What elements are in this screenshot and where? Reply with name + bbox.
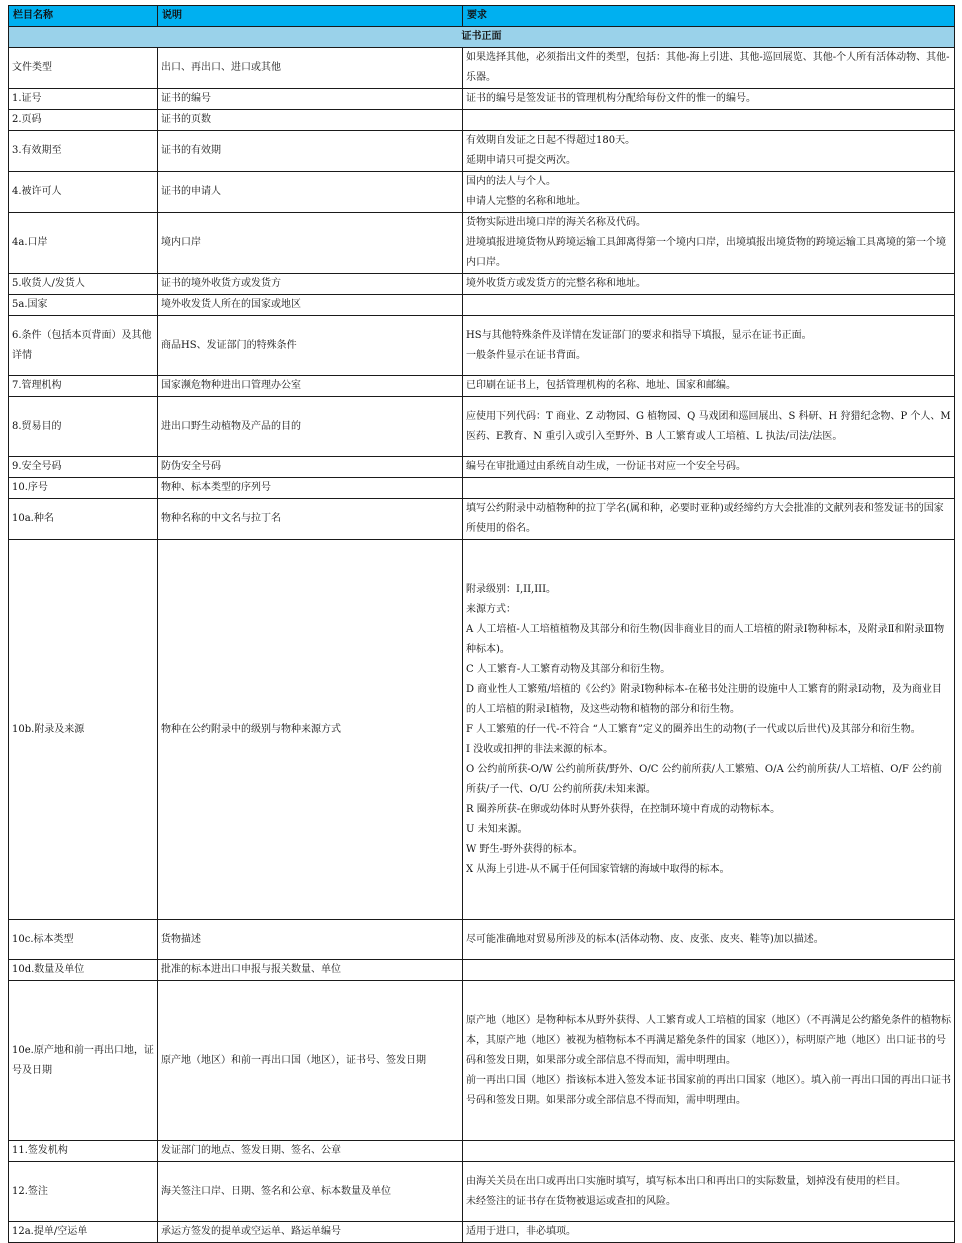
requirement-line: 证书的编号是签发证书的管理机构分配给每份文件的惟一的编号。 [466,93,756,104]
requirement-line: 由海关关员在出口或再出口实施时填写，填写标本出口和再出口的实际数量，划掉没有使用的栏目。 [466,1175,906,1187]
field-name-cell: 3.有效期至 [9,131,158,172]
field-requirement-cell [463,981,955,1141]
table-row [9,397,955,457]
field-name-cell: 5.收货人/发货人 [9,274,158,295]
field-name-cell: 9.安全号码 [9,457,158,478]
field-description-cell: 海关签注口岸、日期、签名和公章、标本数量及单位 [158,1162,463,1222]
field-description-cell: 国家濒危物种进出口管理办公室 [158,376,463,397]
field-description-cell: 进出口野生动植物及产品的目的 [158,397,463,457]
requirement-line: 来源方式： [466,603,516,615]
field-description-cell: 证书的申请人 [158,172,463,213]
requirement-line: 编号在审批通过由系统自动生成，一份证书对应一个安全号码。 [466,461,746,472]
field-name-cell: 10a.种名 [9,499,158,540]
field-description-cell: 批准的标本进出口申报与报关数量、单位 [158,960,463,981]
certificate-field-table [8,5,955,1243]
table-row [9,1141,955,1162]
field-description-cell: 发证部门的地点、签发日期、签名、公章 [158,1141,463,1162]
table-row [9,981,955,1141]
field-requirement-cell [463,376,955,397]
field-description-cell: 承运方签发的提单或空运单、路运单编号 [158,1222,463,1243]
field-requirement-cell [463,1222,955,1243]
table-row [9,295,955,316]
field-description-cell: 货物描述 [158,920,463,960]
requirement-line: W 野生-野外获得的标本。 [466,843,583,855]
field-description-cell: 出口、再出口、进口或其他 [158,48,463,89]
requirement-line: A 人工培植-人工培植植物及其部分和衍生物(因非商业目的而人工培植的附录Ⅰ物种标本，及附录Ⅱ和附录Ⅲ物种标本)。 [466,623,945,655]
field-name-cell: 10e.原产地和前一再出口地，证号及日期 [9,981,158,1141]
field-name-cell: 4a.口岸 [9,213,158,274]
requirement-line: 附录级别：I,II,III。 [466,583,557,595]
field-description-cell: 物种在公约附录中的级别与物种来源方式 [158,540,463,920]
field-description-cell: 防伪安全号码 [158,457,463,478]
section-row [9,27,955,48]
field-requirement-cell [463,397,955,457]
requirement-line: 适用于进口，非必填项。 [466,1226,576,1237]
field-name-cell: 10.序号 [9,478,158,499]
field-description-cell: 境内口岸 [158,213,463,274]
table-row [9,131,955,172]
header-field-name: 栏目名称 [9,6,158,27]
requirement-line: F 人工繁殖的仔一代-不符合 “人工繁育”定义的圈养出生的动物(子一代或以后世代)及其部分和衍生物。 [466,723,921,735]
table-row [9,316,955,376]
table-row [9,213,955,274]
requirement-line: 延期申请只可提交两次。 [466,155,576,166]
requirement-line: 有效期自发证之日起不得超过180天。 [466,135,636,146]
requirement-line: 尽可能准确地对贸易所涉及的标本(活体动物、皮、皮张、皮夹、鞋等)加以描述。 [466,933,824,945]
header-row [9,6,955,27]
field-requirement-cell [463,1162,955,1222]
field-description-cell: 证书的页数 [158,110,463,131]
table-row [9,960,955,981]
requirement-line: 国内的法人与个人。 [466,176,556,187]
table-row [9,457,955,478]
field-description-cell: 证书的境外收货方或发货方 [158,274,463,295]
field-requirement-cell [463,316,955,376]
field-name-cell: 11.签发机构 [9,1141,158,1162]
field-description-cell: 物种名称的中文名与拉丁名 [158,499,463,540]
field-name-cell: 6.条件（包括本页背面）及其他详情 [9,316,158,376]
requirement-line: 原产地（地区）是物种标本从野外获得、人工繁育或人工培植的国家（地区）（不再满足公约豁免条件的植物标本，其原产地（地区）被视为植物标本不再满足豁免条件的国家（地区）），标明原产地（地区）出口证书的号码和签发日期，如果部分或全部信息不得而知，需申明理由。 [466,1014,951,1066]
requirement-line: 已印刷在证书上，包括管理机构的名称、地址、国家和邮编。 [466,380,736,391]
requirement-line: 前一再出口国（地区）指该标本进入签发本证书国家前的再出口国家（地区）。填入前一再出口国的再出口证书号码和签发日期。如果部分或全部信息不得而知，需申明理由。 [466,1074,951,1106]
field-description-cell: 原产地（地区）和前一再出口国（地区），证书号、签发日期 [158,981,463,1141]
field-requirement-cell [463,478,955,499]
field-requirement-cell [463,960,955,981]
field-name-cell: 7.管理机构 [9,376,158,397]
table-row [9,1162,955,1222]
requirement-line: 应使用下列代码：T 商业、Z 动物园、G 植物园、Q 马戏团和巡回展出、S 科研、H 狩猎纪念物、P 个人、M 医药、E教育、N 重引入或引入至野外、B 人工繁育或人工培植、L 执法/司法/法医。 [466,410,951,442]
field-name-cell: 12.签注 [9,1162,158,1222]
field-description-cell: 商品HS、发证部门的特殊条件 [158,316,463,376]
table-row [9,499,955,540]
table-row [9,920,955,960]
field-requirement-cell [463,499,955,540]
requirement-line: 申请人完整的名称和地址。 [466,196,586,207]
field-name-cell: 10c.标本类型 [9,920,158,960]
field-description-cell: 证书的有效期 [158,131,463,172]
requirement-line: 如果选择其他，必须指出文件的类型，包括：其他-海上引进、其他-巡回展览、其他-个人所有活体动物、其他-乐器。 [466,52,950,83]
field-requirement-cell [463,295,955,316]
field-name-cell: 1.证号 [9,89,158,110]
requirement-line: R 圈养所获-在卵或幼体时从野外获得，在控制环境中育成的动物标本。 [466,803,781,815]
table-row [9,1222,955,1243]
requirement-line: 填写公约附录中动植物种的拉丁学名(属和种，必要时亚种)或经缔约方大会批准的文献列表和签发证书的国家所使用的俗名。 [466,503,944,534]
field-requirement-cell [463,110,955,131]
section-title: 证书正面 [9,27,955,48]
requirement-line: I 没收或扣押的非法来源的标本。 [466,743,614,755]
requirement-line: C 人工繁育-人工繁育动物及其部分和衍生物。 [466,663,671,675]
field-requirement-cell [463,920,955,960]
table-row [9,478,955,499]
table-row [9,274,955,295]
requirement-line: X 从海上引进-从不属于任何国家管辖的海域中取得的标本。 [466,863,730,875]
field-name-cell: 4.被许可人 [9,172,158,213]
field-requirement-cell [463,213,955,274]
field-name-cell: 2.页码 [9,110,158,131]
field-requirement-cell [463,274,955,295]
header-description: 说明 [158,6,463,27]
field-description-cell: 证书的编号 [158,89,463,110]
field-requirement-cell [463,457,955,478]
table-row [9,376,955,397]
requirement-line: 一般条件显示在证书背面。 [466,349,586,361]
requirement-line: 未经签注的证书存在货物被退运或查扣的风险。 [466,1195,676,1207]
table-row [9,540,955,920]
requirement-line: 进境填报进境货物从跨境运输工具卸离得第一个境内口岸，出境填报出境货物的跨境运输工具离境的第一个境内口岸。 [466,237,946,268]
field-name-cell: 10d.数量及单位 [9,960,158,981]
table-row [9,89,955,110]
requirement-line: 境外收货方或发货方的完整名称和地址。 [466,278,646,289]
field-requirement-cell [463,131,955,172]
table-row [9,48,955,89]
requirement-line: D 商业性人工繁殖/培植的《公约》附录Ⅰ物种标本-在秘书处注册的设施中人工繁育的附录Ⅰ动物，及为商业目的人工培植的附录Ⅰ植物，及这些动物和植物的部分和衍生物。 [466,683,942,715]
requirement-line: HS与其他特殊条件及详情在发证部门的要求和指导下填报，显示在证书正面。 [466,329,812,341]
field-name-cell: 12a.提单/空运单 [9,1222,158,1243]
requirement-line: O 公约前所获-O/W 公约前所获/野外、O/C 公约前所获/人工繁殖、O/A 公约前所获/人工培植、O/F 公约前所获/子一代、O/U 公约前所获/未知来源。 [466,763,942,795]
field-description-cell: 物种、标本类型的序列号 [158,478,463,499]
requirement-line: U 未知来源。 [466,823,528,835]
field-name-cell: 文件类型 [9,48,158,89]
field-name-cell: 5a.国家 [9,295,158,316]
field-name-cell: 8.贸易目的 [9,397,158,457]
field-requirement-cell [463,1141,955,1162]
requirement-line: 货物实际进出境口岸的海关名称及代码。 [466,217,646,228]
header-requirement: 要求 [463,6,955,27]
field-requirement-cell [463,540,955,920]
field-requirement-cell [463,172,955,213]
table-row [9,172,955,213]
field-requirement-cell [463,48,955,89]
field-requirement-cell [463,89,955,110]
table-row [9,110,955,131]
field-description-cell: 境外收发货人所在的国家或地区 [158,295,463,316]
field-name-cell: 10b.附录及来源 [9,540,158,920]
